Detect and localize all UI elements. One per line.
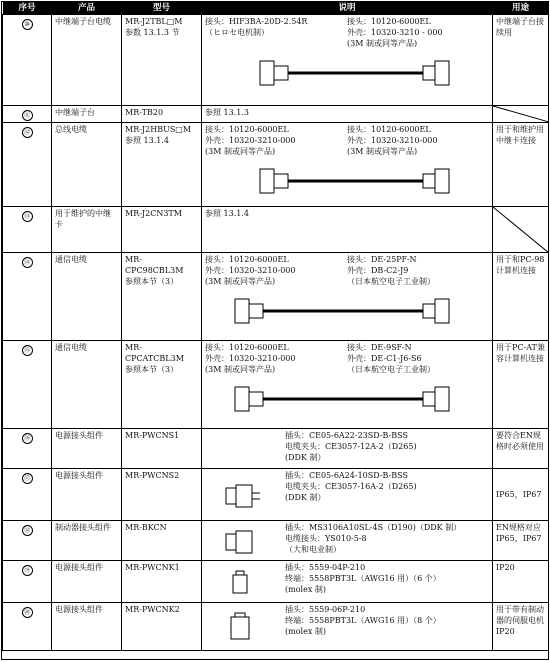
product-cell: 电源接头组件 bbox=[52, 469, 122, 521]
model-cell: MR-CPC98CBL3M 参照本节（3） bbox=[122, 253, 202, 341]
description-cell: 参照 13.1.4 bbox=[202, 207, 493, 253]
usage-cell-empty bbox=[493, 207, 549, 253]
description-cell: 接头：10120-6000EL 外壳：10320-3210-000 (3M 制或同等产品) 接头：DE-25PF-N 外壳：DB-C2-J9 （日本航空电子工业制） bbox=[202, 253, 493, 341]
product-cell: 用于维护的中继卡 bbox=[52, 207, 122, 253]
row-number: ⑫ bbox=[3, 123, 52, 207]
usage-cell: 用于和PC-98 计算机连接 bbox=[493, 253, 549, 341]
product-cell: 中继端子台 bbox=[52, 106, 122, 123]
usage-cell: 要符合EN规格时必须使用 bbox=[493, 429, 549, 469]
table-row bbox=[3, 253, 549, 341]
description-cell: 插头：CE05-6A22-23SD-B-BSS 电缆夹头：CE3057-12A-2（D265) (DDK 制） bbox=[202, 429, 493, 469]
model-cell: MR-PWCNS2 bbox=[122, 469, 202, 521]
row-number: ⑮ bbox=[3, 341, 52, 429]
header-description: 说明 bbox=[202, 2, 493, 15]
model-cell: MR-CPCATCBL3M 参照本节（3） bbox=[122, 341, 202, 429]
usage-cell: IP65，IP67 bbox=[493, 469, 549, 521]
description-cell: 插头：CE05-6A24-10SD-B-BSS 电缆夹头：CE3057-16A-2（D265) (DDK 制） bbox=[202, 469, 493, 521]
table-row bbox=[3, 429, 549, 469]
description-cell: 插头：5559-06P-210 终端：5558PBT3L（AWG16 用）（8 个） (molex 制) bbox=[202, 603, 493, 651]
header-usage: 用途 bbox=[493, 2, 549, 15]
cable-illustration bbox=[205, 381, 475, 421]
usage-cell: EN规格对应IP65，IP67 bbox=[493, 521, 549, 561]
row-number: ⑱ bbox=[3, 521, 52, 561]
description-cell: 接头：HIF3BA-20D-2.54R （ヒロセ电机制） 接头：10120-6000EL 外壳：10320-3210 - 000 (3M 制或同等产品) bbox=[202, 15, 493, 106]
molex-plug-icon bbox=[228, 569, 258, 599]
row-number: ⑲ bbox=[3, 561, 52, 603]
usage-cell: 用于带有制动器的伺服电机 IP20 bbox=[493, 603, 549, 651]
product-cell: 通信电缆 bbox=[52, 341, 122, 429]
usage-cell: 用于PC-AT兼容计算机连接 bbox=[493, 341, 549, 429]
usage-cell: IP20 bbox=[493, 561, 549, 603]
row-number: ⑯ bbox=[3, 429, 52, 469]
row-number: ⑳ bbox=[3, 603, 52, 651]
row-number: ⑩ bbox=[3, 15, 52, 106]
usage-cell-empty bbox=[493, 106, 549, 123]
table-row bbox=[3, 341, 549, 429]
description-cell: 参照 13.1.3 bbox=[202, 106, 493, 123]
description-cell: 插头：5559-04P-210 终端：5558PBT3L（AWG16 用）（6 个） (molex 制) bbox=[202, 561, 493, 603]
description-cell: 接头：10120-6000EL 外壳：10320-3210-000 (3M 制或同等产品) 接头：10120-6000EL 外壳：10320-3210-000 (3M 制或同等产品) bbox=[202, 123, 493, 207]
table-row bbox=[3, 521, 549, 561]
row-number: ⑪ bbox=[3, 106, 52, 123]
table-row bbox=[3, 561, 549, 603]
product-cell: 中继端子台电缆 bbox=[52, 15, 122, 106]
product-cell: 总线电缆 bbox=[52, 123, 122, 207]
brake-connector-icon bbox=[224, 527, 264, 557]
product-cell: 电源接头组件 bbox=[52, 561, 122, 603]
model-cell: MR-J2HBUS□M 参照 13.1.4 bbox=[122, 123, 202, 207]
model-cell: MR-PWCNK2 bbox=[122, 603, 202, 651]
table-row bbox=[3, 123, 549, 207]
table-row bbox=[3, 15, 549, 106]
description-cell: 插头：MS3106A10SL-4S（D190)（DDK 制） 电缆接头：YS010-5-8 （大和电业制） bbox=[202, 521, 493, 561]
header-number: 序号 bbox=[3, 2, 52, 15]
row-number: ⑰ bbox=[3, 469, 52, 521]
header-model: 型号 bbox=[122, 2, 202, 15]
row-number: ⑭ bbox=[3, 253, 52, 341]
header-row bbox=[3, 2, 549, 15]
model-cell: MR-PWCNK1 bbox=[122, 561, 202, 603]
model-cell: MR-BKCN bbox=[122, 521, 202, 561]
spec-table-page bbox=[1, 1, 549, 660]
product-cell: 电源接头组件 bbox=[52, 603, 122, 651]
table-row bbox=[3, 207, 549, 253]
product-cell: 电源接头组件 bbox=[52, 429, 122, 469]
cable-illustration bbox=[205, 293, 475, 333]
header-product: 产品 bbox=[52, 2, 122, 15]
usage-cell: 中继端子台接续用 bbox=[493, 15, 549, 106]
cable-illustration bbox=[205, 55, 475, 95]
product-cell: 制动器接头组件 bbox=[52, 521, 122, 561]
table-row bbox=[3, 469, 549, 521]
description-cell: 接头：10120-6000EL 外壳：10320-3210-000 (3M 制或同等产品) 接头：DE-9SF-N 外壳：DE-C1-J6-S6 （日本航空电子工业制） bbox=[202, 341, 493, 429]
model-cell: MR-J2TBL□M 参数 13.1.3 节 bbox=[122, 15, 202, 106]
power-connector-icon bbox=[224, 481, 264, 511]
cable-illustration bbox=[205, 163, 475, 203]
molex-plug-icon bbox=[226, 611, 260, 645]
table-row bbox=[3, 603, 549, 651]
product-cell: 通信电缆 bbox=[52, 253, 122, 341]
cable-spec-table bbox=[2, 2, 549, 651]
model-cell: MR-PWCNS1 bbox=[122, 429, 202, 469]
usage-cell: 用于和维护用中继卡连接 bbox=[493, 123, 549, 207]
row-number: ⑬ bbox=[3, 207, 52, 253]
model-cell: MR-J2CN3TM bbox=[122, 207, 202, 253]
table-row bbox=[3, 106, 549, 123]
model-cell: MR-TB20 bbox=[122, 106, 202, 123]
